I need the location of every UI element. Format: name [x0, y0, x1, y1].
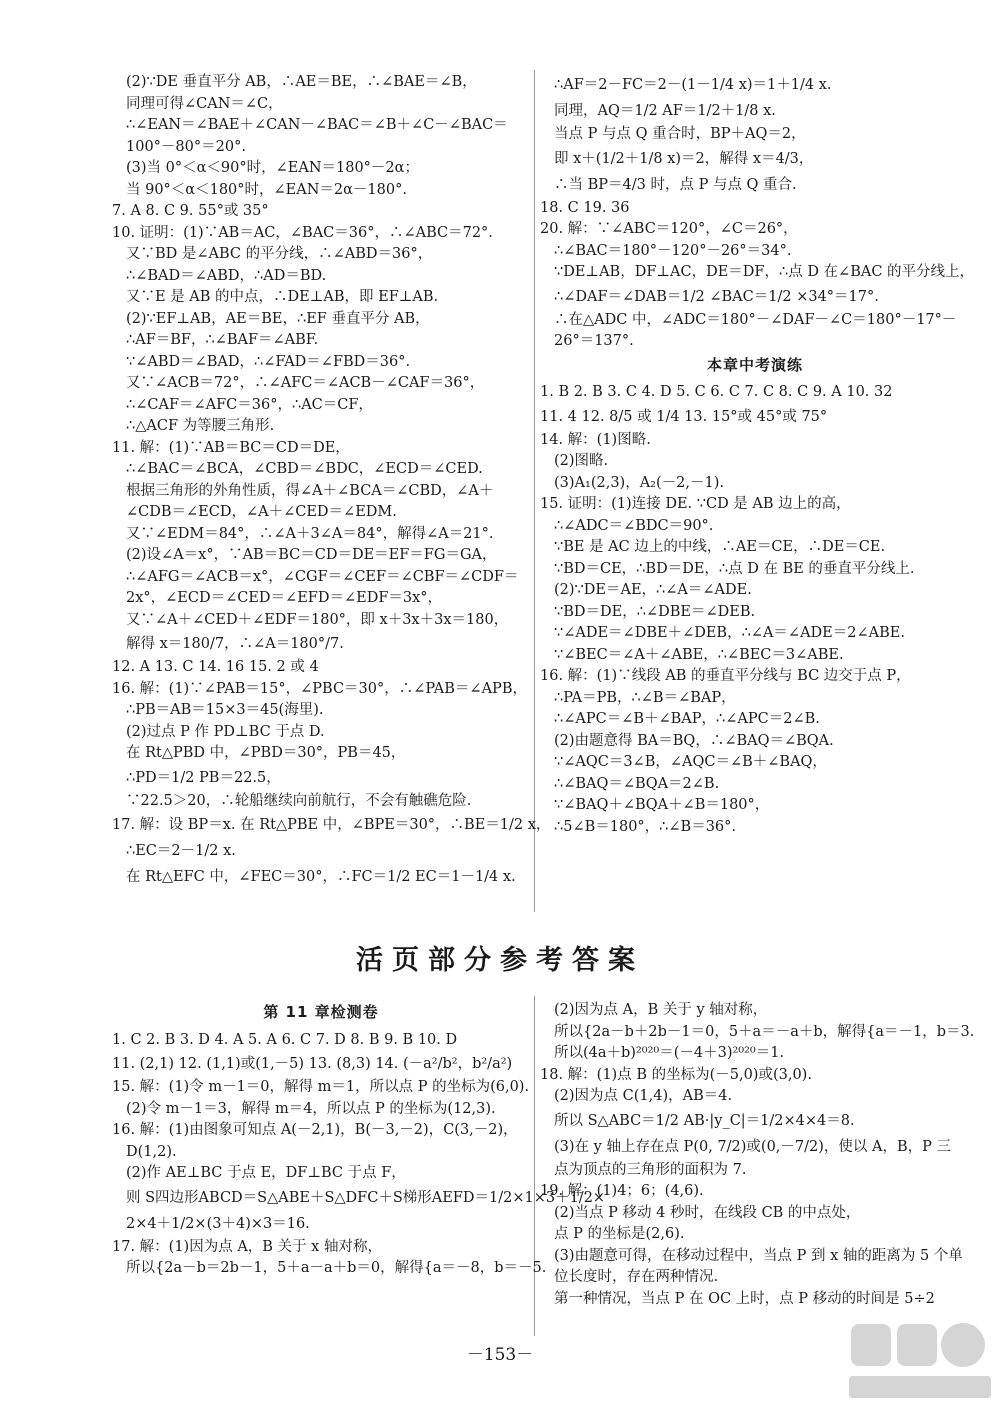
text-line: 解得 x＝180/7，∴∠A＝180°/7. — [126, 636, 344, 652]
text-line: (2)作 AE⊥BC 于点 E，DF⊥BC 于点 F， — [126, 1165, 406, 1181]
text-line: ∵BD＝DE，∴∠DBE＝∠DEB. — [554, 603, 756, 620]
text-line: 又∵∠ACB＝72°，∴∠AFC＝∠ACB－∠CAF＝36°， — [126, 375, 485, 391]
text-line: (2)由题意得 BA＝BQ，∴∠BAQ＝∠BQA. — [554, 732, 834, 749]
text-line: ∴PB＝AB＝15×3＝45(海里). — [126, 702, 324, 718]
text-line: D(1,2). — [126, 1143, 177, 1160]
text-line: 17. 解：(1)因为点 A，B 关于 x 轴对称， — [112, 1238, 382, 1255]
text-line: 又∵∠EDM＝84°，∴∠A＋3∠A＝84°，解得∠A＝21°. — [126, 525, 494, 542]
text-line: 同理，AQ＝1/2 AF＝1/2＋1/8 x. — [554, 103, 776, 119]
text-line: ∴∠BAD＝∠ABD，∴AD＝BD. — [126, 267, 327, 284]
text-line: 2x°，∠ECD＝∠CED＝∠EFD＝∠EDF＝3x°， — [126, 590, 443, 606]
text-line: 16. 解：(1)∵∠PAB＝15°，∠PBC＝30°，∴∠PAB＝∠APB， — [112, 680, 527, 697]
text-line: (2)过点 P 作 PD⊥BC 于点 D. — [126, 723, 325, 740]
text-line: ∴∠AFG＝∠ACB＝x°，∠CGF＝∠CEF＝∠CBF＝∠CDF＝ — [126, 568, 519, 585]
text-line: 16. 解：(1)由图象可知点 A(－2,1)，B(－3,－2)，C(3,－2)， — [112, 1122, 518, 1138]
text-line: ∴∠DAF＝∠DAB＝1/2 ∠BAC＝1/2 ×34°＝17°. — [554, 288, 879, 305]
text-line: 19. 解：(1)4；6；(4,6). — [540, 1183, 704, 1199]
text-line: 10. 证明：(1)∵AB＝AC，∠BAC＝36°，∴∠ABC＝72°. — [112, 224, 493, 241]
text-line: 12. A 13. C 14. 16 15. 2 或 4 — [112, 659, 319, 675]
text-line: ∵∠BAQ＋∠BQA＋∠B＝180°， — [554, 797, 770, 813]
text-line: 当 90°＜α＜180°时，∠EAN＝2α－180°. — [126, 181, 407, 198]
text-line: (2)因为点 A，B 关于 y 轴对称， — [554, 1002, 768, 1018]
text-line: ∵BD＝CE，∴BD＝DE，∴点 D 在 BE 的垂直平分线上. — [554, 560, 915, 577]
text-line: (2)因为点 C(1,4)，AB＝4. — [554, 1088, 733, 1104]
text-line: ∵∠BEC＝∠A＋∠ABE，∴∠BEC＝3∠ABE. — [554, 646, 844, 663]
text-line: (2)令 m－1＝3，解得 m＝4，所以点 P 的坐标为(12,3). — [126, 1100, 496, 1117]
text-line: ∵∠AQC＝3∠B，∠AQC＝∠B＋∠BAQ， — [554, 754, 827, 770]
text-line: 15. 证明：(1)连接 DE. ∵CD 是 AB 边上的高， — [540, 496, 851, 512]
text-line: 在 Rt△PBD 中，∠PBD＝30°，PB＝45， — [126, 745, 406, 761]
ch11-heading: 第 11 章检测卷 — [263, 1003, 379, 1021]
text-line: (2)∵EF⊥AB，AE＝BE，∴EF 垂直平分 AB， — [126, 310, 430, 327]
text-line: ∵∠ADE＝∠DBE＋∠DEB，∴∠A＝∠ADE＝2∠ABE. — [554, 625, 905, 641]
text-line: 第一种情况，当点 P 在 OC 上时，点 P 移动的时间是 5÷2 — [554, 1290, 935, 1307]
right-column — [540, 72, 975, 838]
text-line: ∵DE⊥AB，DF⊥AC，DE＝DF，∴点 D 在∠BAC 的平分线上， — [554, 264, 975, 280]
text-line: 16. 解：(1)∵线段 AB 的垂直平分线与 BC 边交于点 P， — [540, 668, 911, 684]
text-line: 所以{2a－b＋2b－1＝0，5＋a＝－a＋b，解得{a＝－1，b＝3. — [554, 1023, 975, 1040]
text-line: 2×4＋1/2×(3＋4)×3＝16. — [126, 1215, 310, 1232]
text-line: 位长度时，存在两种情况. — [554, 1269, 719, 1285]
text-line: ∴∠BAC＝∠BCA，∠CBD＝∠BDC，∠ECD＝∠CED. — [126, 461, 483, 477]
text-line: (3)当 0°＜α＜90°时，∠EAN＝180°－2α； — [126, 160, 419, 176]
text-line: 所以 S△ABC＝1/2 AB·|y_C|＝1/2×4×4＝8. — [554, 1112, 855, 1129]
text-line: (2)∵DE 垂直平分 AB，∴AE＝BE，∴∠BAE＝∠B， — [126, 74, 477, 90]
text-line: 即 x＋(1/2＋1/8 x)＝2，解得 x＝4/3， — [554, 150, 814, 167]
text-line: 点为顶点的三角形的面积为 7. — [554, 1161, 747, 1178]
text-line: ∴∠ADC＝∠BDC＝90°. — [554, 517, 714, 534]
text-line: (2)设∠A＝x°，∵AB＝BC＝CD＝DE＝EF＝FG＝GA， — [126, 547, 497, 563]
text-line: 15. 解：(1)令 m－1＝0，解得 m＝1，所以点 P 的坐标为(6,0). — [112, 1079, 530, 1095]
column-divider — [534, 70, 535, 912]
text-line: 11. 解：(1)∵AB＝BC＝CD＝DE， — [112, 439, 350, 456]
bottom-left-column — [112, 1000, 606, 1280]
right-column-exam — [540, 382, 970, 838]
text-line: (3)在 y 轴上存在点 P(0, 7/2)或(0,－7/2)，使以 A，B，P 三 — [554, 1138, 951, 1155]
text-line: ∴∠BAC＝180°－120°－26°＝34°. — [554, 242, 792, 259]
text-line: (2)图略. — [554, 453, 609, 469]
text-line: 18. 解：(1)点 B 的坐标为(－5,0)或(3,0). — [540, 1066, 812, 1083]
text-line: 又∵E 是 AB 的中点，∴DE⊥AB，即 EF⊥AB. — [126, 289, 439, 305]
text-line: 点 P 的坐标是(2,6). — [554, 1226, 685, 1242]
text-line: ∴PD＝1/2 PB＝22.5， — [126, 769, 281, 786]
watermark-logo — [845, 1320, 995, 1402]
text-line: ∵22.5＞20，∴轮船继续向前航行，不会有触礁危险. — [126, 792, 472, 809]
text-line: 26°＝137°. — [554, 333, 634, 349]
text-line: 所以(4a＋b)²⁰²⁰＝(－4＋3)²⁰²⁰＝1. — [554, 1045, 785, 1061]
text-line: 1. C 2. B 3. D 4. A 5. A 6. C 7. D 8. B 9. B 10. D — [112, 1031, 458, 1048]
left-column — [112, 72, 551, 890]
text-line: 在 Rt△EFC 中，∠FEC＝30°，∴FC＝1/2 EC＝1－1/4 x. — [126, 869, 516, 885]
text-line: 18. C 19. 36 — [540, 199, 630, 216]
text-line: 14. 解：(1)图略. — [540, 431, 651, 448]
text-line: 100°－80°＝20°. — [126, 138, 246, 155]
text-line: ∵∠ABD＝∠BAD，∴∠FAD＝∠FBD＝36°. — [126, 353, 411, 370]
text-line: (2)∵DE＝AE，∴∠A＝∠ADE. — [554, 582, 752, 598]
text-line: 根据三角形的外角性质，得∠A＋∠BCA＝∠CBD，∠A＋ — [126, 482, 494, 499]
text-line: 当点 P 与点 Q 重合时，BP＋AQ＝2， — [554, 126, 806, 142]
text-line: 又∵BD 是∠ABC 的平分线，∴∠ABD＝36°， — [126, 246, 433, 262]
text-line: 则 S四边形ABCD＝S△ABE＋S△DFC＋S梯形AEFD＝1/2×1×3＋1/2× — [126, 1189, 606, 1206]
text-line: ∴当 BP＝4/3 时，点 P 与点 Q 重合. — [554, 176, 797, 193]
bottom-left-lines — [112, 1030, 606, 1280]
text-line: ∴在△ADC 中，∠ADC＝180°－∠DAF－∠C＝180°－17°－ — [554, 311, 957, 328]
big-title: 活页部分参考答案 — [356, 945, 644, 976]
text-line: ∠CDB＝∠ECD，∠A＋∠CED＝∠EDM. — [126, 504, 397, 520]
text-line: 又∵∠A＋∠CED＋∠EDF＝180°，即 x＋3x＋3x＝180， — [126, 611, 509, 628]
text-line: 7. A 8. C 9. 55°或 35° — [112, 203, 269, 219]
text-line: ∴∠EAN＝∠BAE＋∠CAN－∠BAC＝∠B＋∠C－∠BAC＝ — [126, 117, 508, 133]
column-divider-bottom — [534, 996, 535, 1336]
text-line: 所以{2a－b＝2b－1，5＋a－a＋b＝0，解得{a＝－8，b＝－5. — [126, 1260, 547, 1276]
text-line: (3)由题意可得，在移动过程中，当点 P 到 x 轴的距离为 5 个单 — [554, 1247, 963, 1264]
text-line: ∴EC＝2－1/2 x. — [126, 843, 236, 859]
text-line: (3)A₁(2,3)，A₂(－2,－1). — [554, 474, 724, 491]
text-line: 11. (2,1) 12. (1,1)或(1,－5) 13. (8,3) 14. (－a²/b²，b²/a²) — [112, 1056, 513, 1072]
page-number: －153－ — [466, 1345, 534, 1365]
text-line: ∴∠BAQ＝∠BQA＝2∠B. — [554, 775, 720, 792]
chapter-exam-heading: 本章中考演练 — [706, 355, 803, 374]
text-line: ∴5∠B＝180°，∴∠B＝36°. — [554, 818, 737, 835]
bottom-right-column — [540, 1000, 975, 1310]
text-line: ∴∠APC＝∠B＋∠BAP，∴∠APC＝2∠B. — [554, 711, 820, 727]
text-line: 20. 解：∵∠ABC＝120°，∠C＝26°， — [540, 221, 798, 237]
text-line: ∵BE 是 AC 边上的中线，∴AE＝CE，∴DE＝CE. — [554, 539, 886, 555]
text-line: 1. B 2. B 3. C 4. D 5. C 6. C 7. C 8. C 9. A 10. 32 — [540, 384, 893, 400]
text-line: 17. 解：设 BP＝x. 在 Rt△PBE 中，∠BPE＝30°，∴BE＝1/2 x， — [112, 817, 551, 833]
text-line: 同理可得∠CAN＝∠C， — [126, 95, 283, 112]
text-line: ∴AF＝BF，∴∠BAF＝∠ABF. — [126, 332, 319, 348]
text-line: ∴△ACF 为等腰三角形. — [126, 418, 275, 434]
text-line: ∴∠CAF＝∠AFC＝36°，∴AC＝CF， — [126, 396, 373, 413]
text-line: (2)当点 P 移动 4 秒时，在线段 CB 的中点处， — [554, 1204, 861, 1221]
right-column-top — [540, 72, 975, 353]
text-line: 11. 4 12. 8/5 或 1/4 13. 15°或 45°或 75° — [540, 408, 828, 425]
text-line: ∴PA＝PB，∴∠B＝∠BAP， — [554, 689, 736, 706]
text-line: ∴AF＝2－FC＝2－(1－1/4 x)＝1＋1/4 x. — [554, 77, 832, 93]
